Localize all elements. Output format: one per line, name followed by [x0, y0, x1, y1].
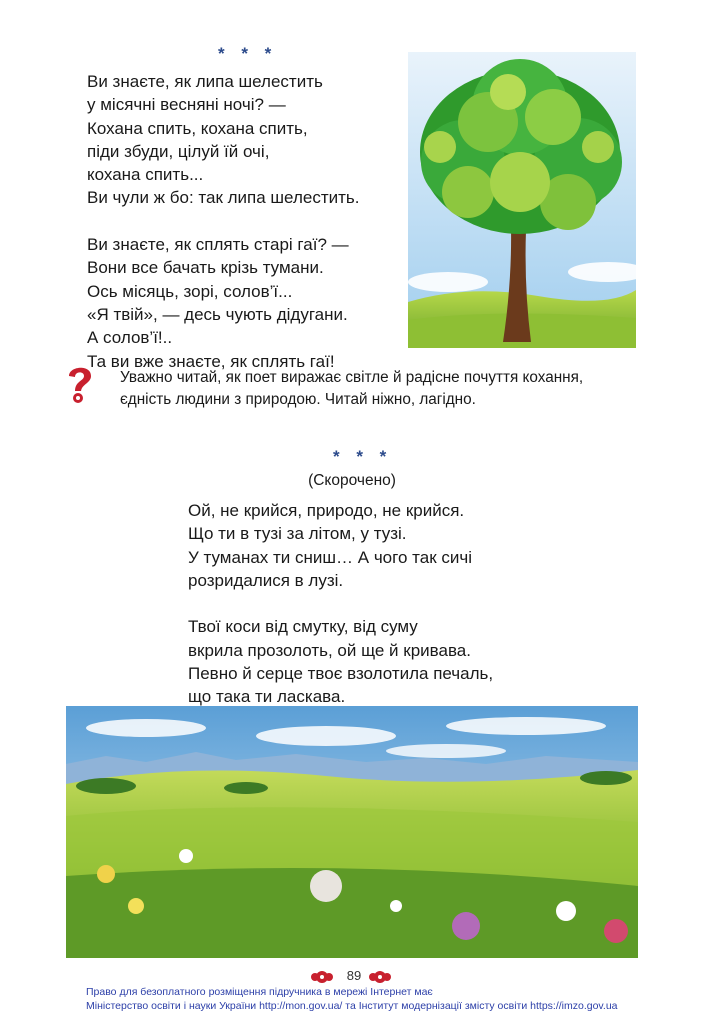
poem-line: розридалися в лузі.	[188, 570, 344, 590]
poem-line: Ви знаєте, як сплять старі гаї? —	[87, 235, 349, 255]
poem-line: у місячні весняні ночі? —	[87, 95, 286, 115]
poem-line: вкрила прозолоть, ой ще й кривава.	[188, 640, 471, 660]
footer-line: Міністерство освіти і науки України http://mon.gov.ua/ та Інститут модернізації змісту освіти https://imzo.gov.ua	[86, 1000, 618, 1012]
poem-line: Ви чули ж бо: так липа шелестить.	[87, 188, 360, 208]
poem2	[188, 499, 493, 709]
poem-line: Та ви вже знаєте, як сплять гаї!	[87, 351, 335, 371]
reading-task	[120, 367, 660, 411]
poem-line: У туманах ти сниш… А чого так сичі	[188, 547, 472, 567]
poem-line: Ось місяць, зорі, солов’ї...	[87, 281, 293, 301]
poem1	[87, 70, 359, 373]
footer-line: Право для безоплатного розміщення підручника в мережі Інтернет має	[86, 986, 433, 998]
linden-tree-illustration	[408, 52, 636, 348]
poem2-stars: * * *	[333, 447, 393, 466]
poem-line: піди збуди, цілуй їй очі,	[87, 141, 270, 161]
poem-line: Ви знаєте, як липа шелестить	[87, 72, 323, 91]
poem2-subtitle: (Скорочено)	[308, 472, 396, 489]
poem-line: Ой, не крийся, природо, не крийся.	[188, 501, 465, 520]
poem-line: Вони все бачать крізь тумани.	[87, 258, 324, 278]
poem-line: Твої коси від смутку, від суму	[188, 617, 418, 637]
poem1-stars: * * *	[218, 44, 278, 63]
task-line: Уважно читай, як поет виражає світле й радісне почуття кохання,	[120, 369, 584, 386]
poem-line: що така ти ласкава.	[188, 687, 346, 707]
license-footer	[86, 985, 686, 1013]
poem-line: Кохана спить, кохана спить,	[87, 118, 308, 138]
poem-line: А солов’ї!..	[87, 328, 173, 348]
meadow-illustration	[66, 706, 638, 958]
poem-line: «Я твій», — десь чують дідугани.	[87, 304, 348, 324]
poem-line: Що ти в тузі за літом, у тузі.	[188, 524, 407, 544]
poem-line: Певно й серце твоє взолотила печаль,	[188, 664, 494, 684]
page-number: 89	[346, 968, 362, 983]
poem-line: кохана спить...	[87, 165, 204, 185]
task-line: єдність людини з природою. Читай ніжно, лагідно.	[120, 391, 476, 408]
question-icon	[62, 362, 98, 404]
